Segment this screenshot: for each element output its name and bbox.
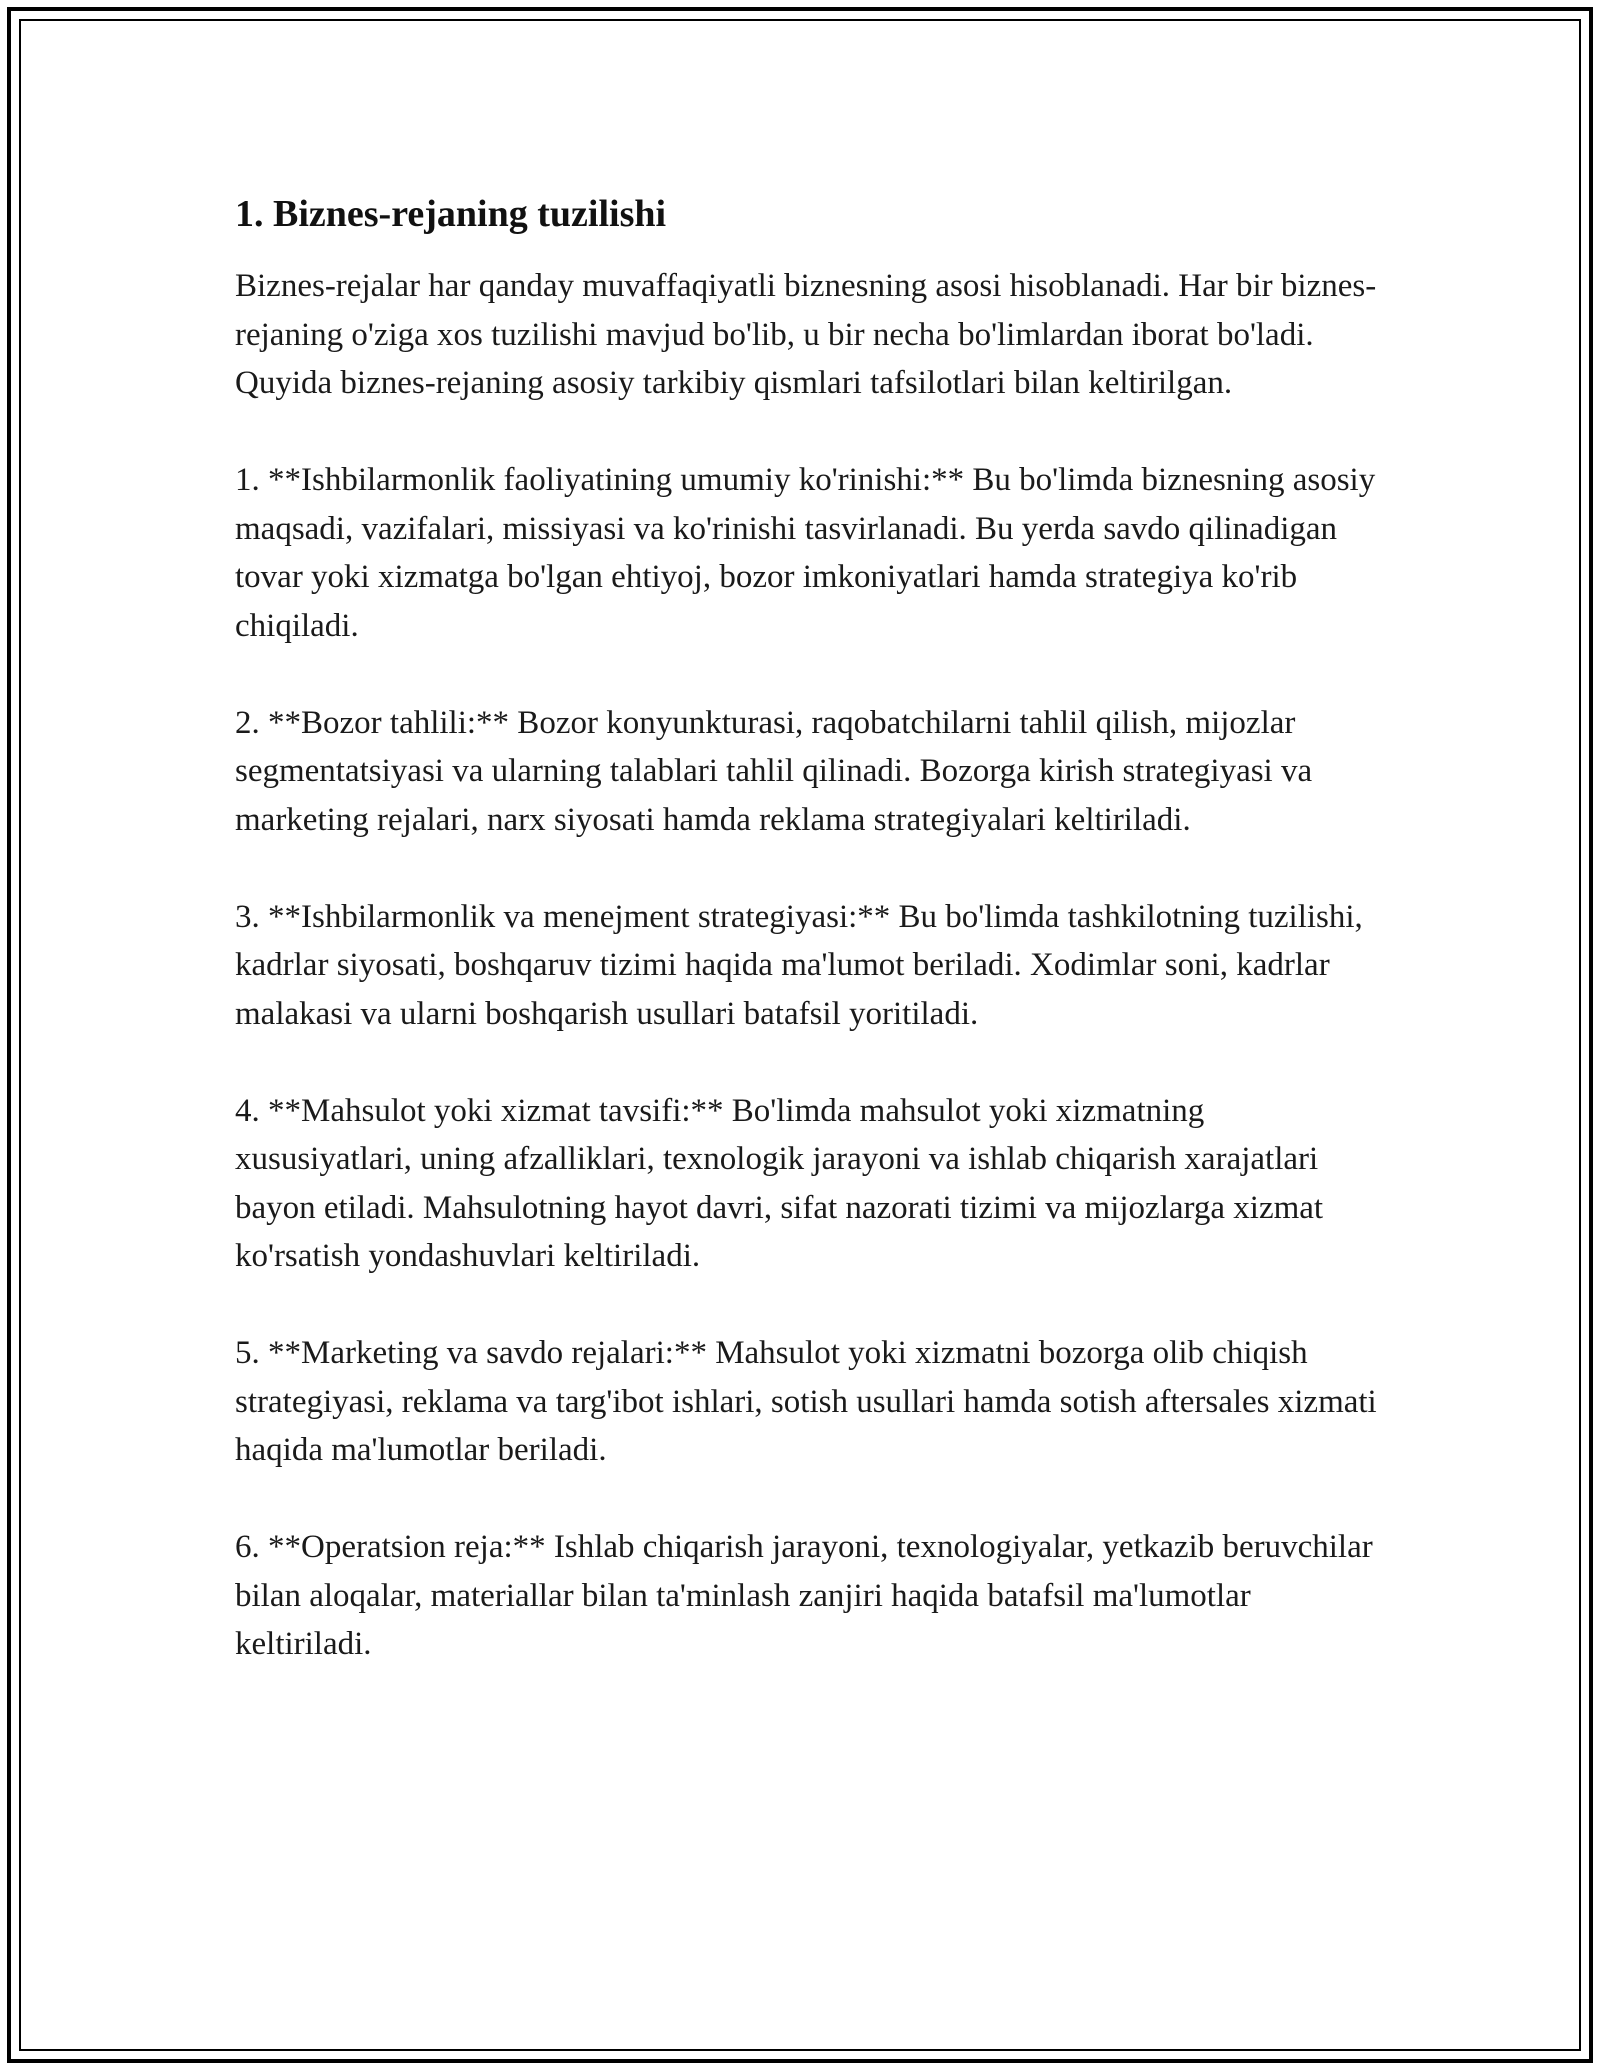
section-item-3: 3. **Ishbilarmonlik va menejment strategiyasi:** Bu bo'limda tashkilotning tuzilishi, kadrlar siyosati, boshqaruv tizimi haqida ma'lumot beriladi. Xodimlar soni, kadrlar malakasi va ularni boshqarish usullari batafsil yoritiladi. bbox=[235, 898, 1363, 1032]
section-item-5: 5. **Marketing va savdo rejalari:** Mahsulot yoki xizmatni bozorga olib chiqish strategiyasi, reklama va targ'ibot ishlari, sotish usullari hamda sotish aftersales xizmati haqida ma'lumotlar beriladi. bbox=[235, 1335, 1377, 1468]
section-item-6: 6. **Operatsion reja:** Ishlab chiqarish jarayoni, texnologiyalar, yetkazib beruvchilar bilan aloqalar, materiallar bilan ta'minlash zanjiri haqida batafsil ma'lumotlar keltiriladi. bbox=[235, 1529, 1373, 1662]
section-item-2: 2. **Bozor tahlili:** Bozor konyunkturasi, raqobatchilarni tahlil qilish, mijozlar segmentatsiyasi va ularning talablari tahlil qilinadi. Bozorga kirish strategiyasi va marketing rejalari, narx siyosati hamda reklama strategiyalari keltiriladi. bbox=[235, 704, 1313, 838]
intro-paragraph: Biznes-rejalar har qanday muvaffaqiyatli biznesning asosi hisoblanadi. Har bir biznes-rejaning o'ziga xos tuzilishi mavjud bo'lib, u bir necha bo'limlardan iborat bo'ladi. Quyida biznes-rejaning asosiy tarkibiy qismlari tafsilotlari bilan keltirilgan. bbox=[235, 268, 1377, 401]
document-title: 1. Biznes-rejaning tuzilishi bbox=[235, 193, 667, 235]
section-item-1: 1. **Ishbilarmonlik faoliyatining umumiy ko'rinishi:** Bu bo'limda biznesning asosiy maqsadi, vazifalari, missiyasi va ko'rinishi tasvirlanadi. Bu yerda savdo qilinadigan tovar yoki xizmatga bo'lgan ehtiyoj, bozor imkoniyatlari hamda strategiya ko'rib chiqiladi. bbox=[235, 462, 1376, 644]
document-body bbox=[235, 186, 1385, 1669]
section-item-4: 4. **Mahsulot yoki xizmat tavsifi:** Bo'limda mahsulot yoki xizmatning xususiyatlari, uning afzalliklari, texnologik jarayoni va ishlab chiqarish xarajatlari bayon etiladi. Mahsulotning hayot davri, sifat nazorati tizimi va mijozlarga xizmat ko'rsatish yondashuvlari keltiriladi. bbox=[235, 1092, 1324, 1274]
